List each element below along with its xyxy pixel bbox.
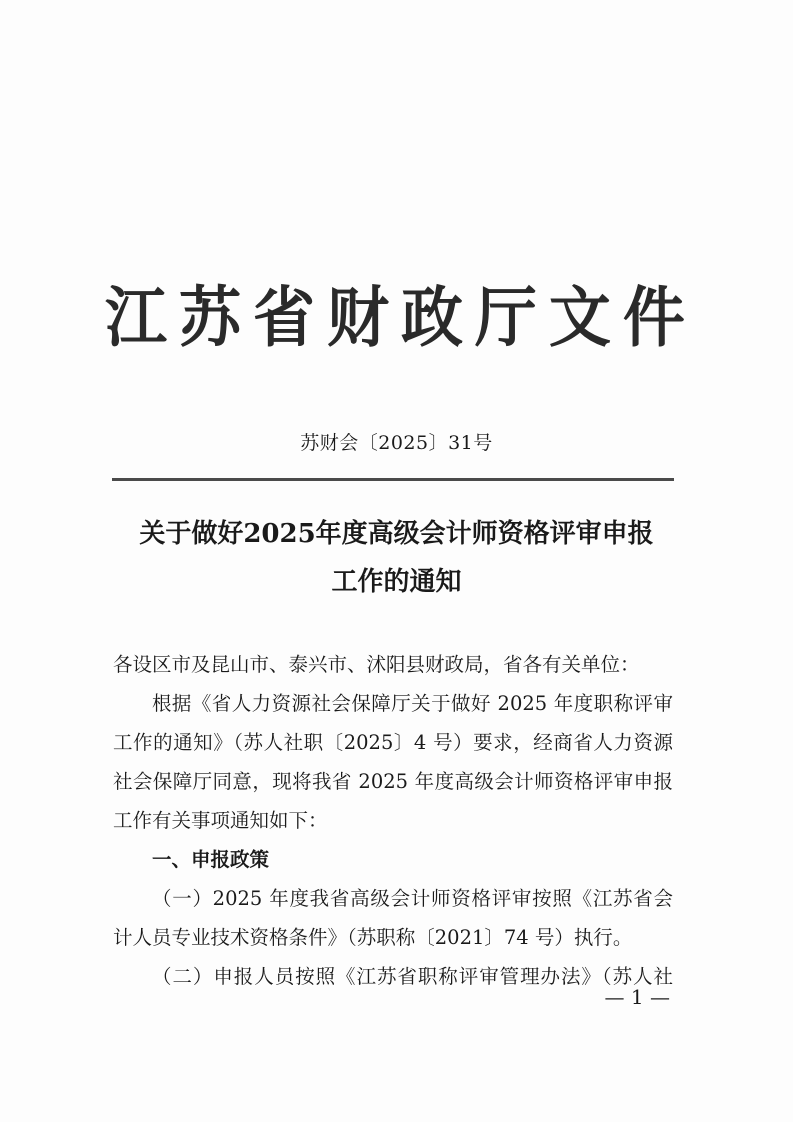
notice-title: [100, 510, 693, 606]
header-divider: [112, 478, 674, 481]
paragraph-line: 工作有关事项通知如下：: [113, 809, 328, 832]
paragraph-line: 社会保障厅同意，现将我省 2025 年度高级会计师资格评审申报: [113, 770, 673, 793]
document-header-title: [105, 278, 685, 358]
header-char: 苏: [178, 279, 241, 356]
header-char: 省: [252, 279, 315, 356]
notice-title-line2: 工作的通知: [331, 567, 462, 597]
paragraph-line: （一）2025 年度我省高级会计师资格评审按照《江苏省会: [152, 887, 673, 910]
paragraph-line: 根据《省人力资源社会保障厅关于做好 2025 年度职称评审: [152, 692, 673, 715]
page-number: — 1 —: [604, 985, 670, 1009]
header-char: 件: [622, 279, 685, 356]
paragraph-line: （二）申报人员按照《江苏省职称评审管理办法》（苏人社: [152, 965, 673, 988]
paragraph-line: 工作的通知》（苏人社职〔2025〕4 号）要求，经商省人力资源: [113, 731, 673, 754]
header-char: 江: [105, 279, 168, 356]
header-char: 厅: [474, 279, 537, 356]
paragraph-line: 计人员专业技术资格条件》（苏职称〔2021〕74 号）执行。: [113, 926, 633, 949]
header-char: 文: [548, 279, 611, 356]
notice-title-line1: 关于做好2025年度高级会计师资格评审申报: [139, 519, 654, 549]
section-heading: 一、申报政策: [152, 848, 270, 871]
document-number: 苏财会〔2025〕31号: [300, 432, 493, 454]
salutation: 各设区市及昆山市、泰兴市、沭阳县财政局，省各有关单位：: [113, 653, 640, 676]
notice-body: [113, 645, 673, 996]
header-char: 政: [400, 279, 463, 356]
header-char: 财: [326, 279, 389, 356]
